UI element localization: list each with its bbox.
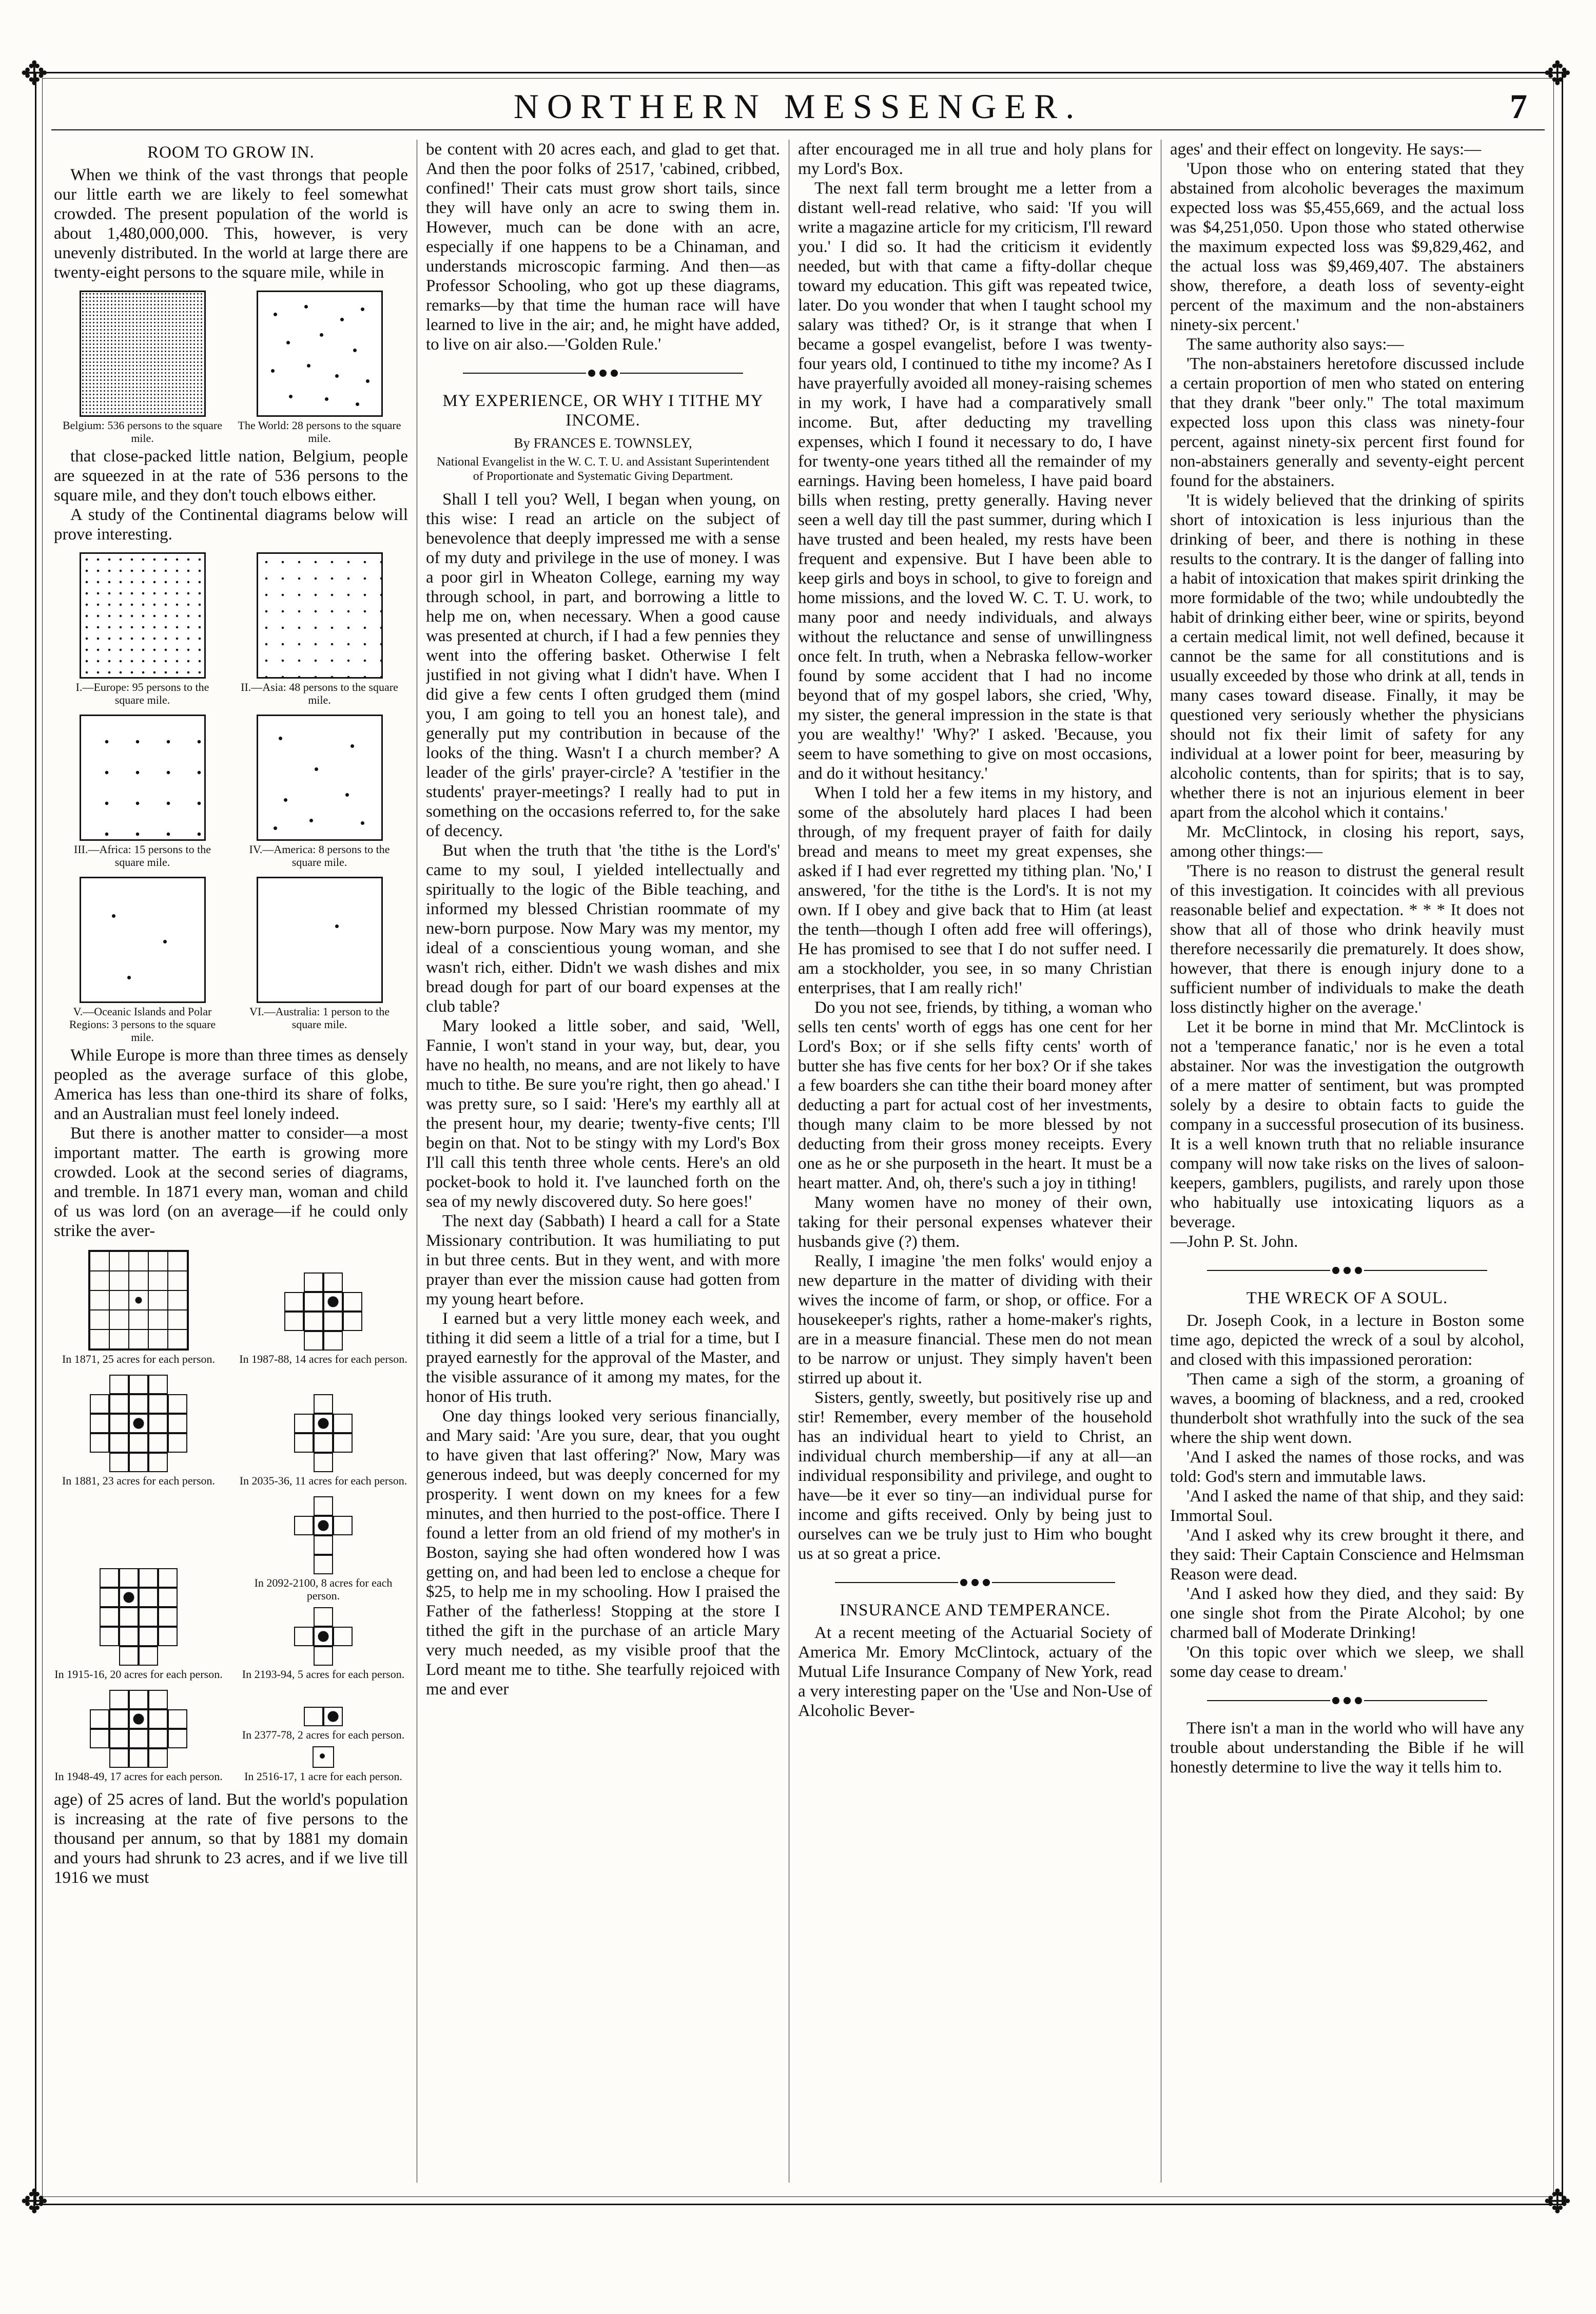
diagram-2035 bbox=[294, 1394, 353, 1472]
diagram-1915 bbox=[100, 1568, 178, 1666]
diagram-america bbox=[257, 715, 383, 841]
paragraph: Mr. McClintock, in closing his report, says, among other things:— bbox=[1170, 823, 1524, 861]
paragraph: When I told her a few items in my history, and some of the absolutely hard places I had been through, of my frequent prayer of faith for daily bread and means to meet my great expenses, she asked if I had ever regretted my tithing plan. 'No,' I answered, 'for the tithe is the Lord's. It is not my own. If I obey and give back that to Him (at least the tenth—though I often add free will offerings), He has promised to see that I do not suffer need. I am a stockholder, you see, in so many Christian enterprises, that I am really rich!' bbox=[798, 784, 1152, 997]
paragraph: 'And I asked how they died, and they said: By one single shot from the Pirate Alcohol; by one charmed ball of Moderate Drinking! bbox=[1170, 1585, 1524, 1642]
diagram-1881 bbox=[90, 1375, 187, 1472]
paragraph: 'And I asked the name of that ship, and they said: Immortal Soul. bbox=[1170, 1487, 1524, 1525]
paragraph: 'The non-abstainers heretofore discussed include a certain proportion of men who stated on entering that they drank "beer only." The total maximum expected loss upon this class was ninety-four percent, against ninety-six percent first found for non-abstainers generally and seventy-eight percent found for the abstainers. bbox=[1170, 355, 1524, 490]
paragraph: age) of 25 acres of land. But the world's population is increasing at the rate of five persons to the thousand per annum, so that by 1881 my domain and yours had shrunk to 23 acres, and if we live till 1916 we must bbox=[54, 1790, 408, 1887]
paragraph: Many women have no money of their own, taking for their personal expenses whatever their husbands give (?) them. bbox=[798, 1193, 1152, 1251]
caption: In 2035-36, 11 acres for each person. bbox=[239, 1474, 407, 1487]
masthead bbox=[51, 82, 1545, 130]
paragraph: One day things looked very serious financially, and Mary said: 'Are you sure, dear, that you ought to have given that last offering?' Now, Mary was generous indeed, but was deeply concerned for my prosperity. I went down on my knees for a few minutes, and then hurried to the post-office. There I found a letter from an old friend of my mother's in Boston, saying she had often wondered how I was getting on, and had been led to enclose a cheque for $25, to help me in my schooling. How I praised the Father of the fatherless! Stopping at the store I tithed the gift in the purchase of an article Mary very much needed, as my visible proof that the Lord meant me to tithe. She tearfully rejoiced with me and ever bbox=[426, 1407, 780, 1699]
diagram-1948 bbox=[90, 1690, 187, 1768]
acreage-diagrams-3 bbox=[54, 1496, 408, 1681]
section-divider bbox=[1170, 1695, 1524, 1705]
caption: In 2092-2100, 8 acres for each person. bbox=[254, 1576, 393, 1602]
paragraph: 'Then came a sigh of the storm, a groaning of waves, a booming of blackness, and a red, crooked thunderbolt shot wrathfully into the suck of the sea where the ship went down. bbox=[1170, 1370, 1524, 1447]
article-heading-tithe: MY EXPERIENCE, OR WHY I TITHE MY INCOME. bbox=[442, 392, 764, 430]
paragraph: be content with 20 acres each, and glad to get that. And then the poor folks of 2517, 'cabined, cribbed, confined!' Their cats must grow short tails, since they will have only an acre to swing them in. However, much can be done with an acre, especially if one happens to be a Chinaman, and understands microscopic farming. And then—as Professor Schooling, who got up these diagrams, remarks—by that time the human race will have learned to live in the air; and, he might have added, to live on air also.—'Golden Rule.' bbox=[426, 140, 780, 354]
acreage-diagrams-1 bbox=[54, 1250, 408, 1365]
paragraph: Shall I tell you? Well, I began when young, on this wise: I read an article on the subject of benevolence that deeply impressed me with a sense of my duty and privilege in the use of money. I was a poor girl in Wheaton College, earning my way through school, in part, and borrowing a little to help me on, when necessary. When a good cause was presented at church, if I had a few pennies they went into the offering basket. Otherwise I felt justified in not giving what I didn't have. When I did give a few cents I often grudged them (mind you, I am going to tell you an honest tale), and generally put my contribution in because of the looks of the thing. Wasn't I a church member? A leader of the girls' prayer-circle? A 'testifier in the students' prayer-meetings? I really had to put in something on the occasions referred to, for the sake of decency. bbox=[426, 490, 780, 840]
diagram-oceanic bbox=[80, 877, 206, 1003]
caption: In 2377-78, 2 acres for each person. bbox=[242, 1728, 405, 1741]
paragraph: Mary looked a little sober, and said, 'Well, Fannie, I won't stand in your way, but, dear, you have no health, no means, and are not likely to have much to tithe. Be sure you're right, then go ahead.' I was pretty sure, so I said: 'Here's my earthly all at the present hour, my dearie; twenty-five cents; I'll begin on that. Not to be stingy with my Lord's Box I'll call this tenth three whole cents. Here's an old pocket-book to hold it. I've launched forth on the sea of my newly discovered duty. So here goes!' bbox=[426, 1017, 780, 1211]
article-heading-wreck: THE WRECK OF A SOUL. bbox=[1246, 1289, 1448, 1307]
paragraph: 'And I asked the names of those rocks, and was told: God's stern and immutable laws. bbox=[1170, 1448, 1524, 1486]
diagram-2516 bbox=[313, 1746, 334, 1768]
corner-ornament-icon: ✥ bbox=[21, 55, 48, 93]
column-3 bbox=[798, 140, 1152, 2183]
paragraph: 'It is widely believed that the drinking of spirits short of intoxication is less injurious than the drinking of beer, and there is nothing in these results to the contrary. It is the danger of falling into a habit of intoxication that makes spirit drinking the more formidable of the two; while undoubtedly the habit of drinking either beer, wine or spirits, beyond a certain medical limit, not well defined, because it cannot be the same for all constitutions and is usually exceeded by those who drink at all, tends in many cases toward disease. Finally, it may be questioned very seriously whether the physicians should not fix their limit of safety for any individual at a lower point for beer, measuring by alcoholic contents, than for spirits; that is to say, whether there is not an injurious element in beer apart from the alcohol which it contains.' bbox=[1170, 491, 1524, 822]
diagram-europe bbox=[80, 552, 206, 679]
diagram-1871 bbox=[88, 1250, 189, 1351]
caption: In 2193-94, 5 acres for each person. bbox=[242, 1668, 405, 1681]
page-number: 7 bbox=[1510, 87, 1527, 126]
caption: In 1948-49, 17 acres for each person. bbox=[54, 1770, 223, 1783]
section-divider bbox=[426, 368, 780, 378]
diagram-2092 bbox=[294, 1496, 353, 1574]
corner-ornament-icon: ✥ bbox=[1544, 2183, 1571, 2221]
paragraph: While Europe is more than three times as densely peopled as the average surface of this globe, America has less than one-third its share of folks, and an Australian must feel lonely indeed. bbox=[54, 1046, 408, 1123]
diagram-1987 bbox=[284, 1272, 362, 1351]
density-diagrams-4 bbox=[54, 877, 408, 1044]
column-1 bbox=[54, 140, 408, 2183]
paragraph: The next fall term brought me a letter from a distant well-read relative, who said: 'If you will write a magazine article for my criticism, I'll reward you.' I did so. It had the criticism it evidently needed, but with that came a fifty-dollar cheque toward my education. This gift was repeated twice, later. Do you wonder that when I taught school my salary was tithed? Or, is it strange that when I became a gospel evangelist, before I was twenty-four years old, I continued to tithe my income? As I have prayerfully avoided all money-raising schemes in my work, I have had a comparatively small income. But, after deducting my travelling expenses, which I found it necessary to do, I have for twenty-one years tithed all the remainder of my earnings. Having been homeless, I have paid board bills when resting, pretty generally. Having never seen a well day till the past summer, during which I have trusted and been healed, my rests have been frequent and expensive. But I have been able to keep girls and boys in school, to give to foreign and home missions, and the loved W. C. T. U. work, to many poor and needy individuals, and always without the reluctance and sense of unwillingness once felt. In truth, when a Nebraska fellow-worker found by some accident that I had no income beyond that of my gospel labors, she cried, 'Why, my sister, the general impression in the state is that you are wealthy!' 'Why?' I asked. 'Because, you seem to have something to give on most occasions, and do it without hesitancy.' bbox=[798, 179, 1152, 783]
caption: In 1881, 23 acres for each person. bbox=[62, 1474, 216, 1487]
caption: II.—Asia: 48 persons to the square mile. bbox=[241, 681, 398, 706]
caption: III.—Africa: 15 persons to the square mile. bbox=[74, 843, 211, 869]
caption: In 2516-17, 1 acre for each person. bbox=[244, 1770, 402, 1783]
article-heading-room-to-grow: ROOM TO GROW IN. bbox=[147, 143, 315, 162]
paragraph: Dr. Joseph Cook, in a lecture in Boston some time ago, depicted the wreck of a soul by alcohol, and closed with this impassioned peroration: bbox=[1170, 1312, 1524, 1369]
signature: —John P. St. John. bbox=[1170, 1232, 1298, 1251]
paragraph: 'Upon those who on entering stated that they abstained from alcoholic beverages the maximum expected loss was $5,455,669, and the actual loss was $4,251,050. Upon those who stated otherwise the maximum expected loss was $9,829,462, and the actual loss was $9,469,407. The abstainers show, therefore, a death loss of seventy-eight percent of the maximum and the non-abstainers ninety-six percent.' bbox=[1170, 160, 1524, 334]
paragraph: But there is another matter to consider—a most important matter. The earth is growing more crowded. Look at the second series of diagrams, and tremble. In 1871 every man, woman and child of us was lord (on an average—if he could only strike the aver- bbox=[54, 1124, 408, 1240]
paragraph: I earned but a very little money each week, and tithing it did seem a little of a trial for a time, but I prayed earnestly for the approval of the Master, and the visible assurance of it among my mates, for the honor of His truth. bbox=[426, 1309, 780, 1406]
density-diagrams-1 bbox=[54, 291, 408, 445]
caption: IV.—America: 8 persons to the square mile. bbox=[249, 843, 390, 869]
caption: In 1871, 25 acres for each person. bbox=[62, 1353, 216, 1365]
paragraph: ages' and their effect on longevity. He says:— bbox=[1170, 140, 1482, 159]
acreage-diagrams-4 bbox=[54, 1690, 408, 1783]
paragraph: 'On this topic over which we sleep, we shall some day cease to dream.' bbox=[1170, 1643, 1524, 1681]
density-diagrams-2 bbox=[54, 552, 408, 706]
paragraph: When we think of the vast throngs that people our little earth we are likely to feel somewhat crowded. The present population of the world is about 1,480,000,000. This, however, is very unevenly distributed. In the world at large there are twenty-eight persons to the square mile, while in bbox=[54, 166, 408, 282]
caption: The World: 28 persons to the square mile. bbox=[238, 419, 401, 445]
caption: VI.—Australia: 1 person to the square mile. bbox=[249, 1005, 390, 1031]
caption: V.—Oceanic Islands and Polar Regions: 3 persons to the square mile. bbox=[69, 1005, 216, 1044]
column-4 bbox=[1170, 140, 1524, 2183]
paragraph: that close-packed little nation, Belgium, people are squeezed in at the rate of 536 persons to the square mile, and they don't touch elbows either. bbox=[54, 447, 408, 505]
paragraph: The next day (Sabbath) I heard a call for a State Missionary contribution. It was humiliating to put in but three cents. But in they went, and with more prayer than ever the mission cause had gotten from my young heart before. bbox=[426, 1212, 780, 1308]
column-2 bbox=[426, 140, 780, 2183]
diagram-world bbox=[257, 291, 383, 417]
paragraph: Do you not see, friends, by tithing, a woman who sells ten cents' worth of eggs has one cent for her Lord's Box; or if she sells fifty cents' worth of butter she has five cents for her box? Or if she takes a few boarders she can tithe their board money after deducting a part for actual cost of her investments, though many claim to be more blessed by not deducting from their gross money receipts. Every one as he or she purposeth in the heart. It must be a heart matter. And, oh, there's such a joy in tithing! bbox=[798, 998, 1152, 1192]
paragraph: The same authority also says:— bbox=[1186, 335, 1404, 354]
paragraph: There isn't a man in the world who will have any trouble about understanding the Bible if he will honestly determine to live the way it tells him to. bbox=[1170, 1719, 1524, 1777]
paragraph: A study of the Continental diagrams below will prove interesting. bbox=[54, 506, 408, 544]
article-heading-insurance: INSURANCE AND TEMPERANCE. bbox=[840, 1601, 1111, 1619]
diagram-australia bbox=[257, 877, 383, 1003]
diagram-belgium bbox=[80, 291, 206, 417]
author-credit: National Evangelist in the W. C. T. U. and Assistant Superintendent of Proportionate and Systematic Giving Department. bbox=[436, 455, 770, 483]
paragraph: Really, I imagine 'the men folks' would enjoy a new departure in the matter of dividing with their wives the income of farm, or shop, or office. For a housekeeper's rights, rather a home-maker's rights, are in a measure financial. These men do not mean to be narrow or unjust. They simply haven't been stirred up about it. bbox=[798, 1252, 1152, 1387]
caption: I.—Europe: 95 persons to the square mile. bbox=[75, 681, 209, 706]
corner-ornament-icon: ✥ bbox=[21, 2183, 48, 2221]
acreage-diagrams-2 bbox=[54, 1375, 408, 1487]
paragraph: after encouraged me in all true and holy plans for my Lord's Box. bbox=[798, 140, 1152, 178]
corner-ornament-icon: ✥ bbox=[1544, 55, 1571, 93]
caption: In 1915-16, 20 acres for each person. bbox=[54, 1668, 223, 1681]
byline: By FRANCES E. TOWNSLEY, bbox=[514, 435, 692, 451]
diagram-2377 bbox=[304, 1707, 343, 1726]
density-diagrams-3 bbox=[54, 715, 408, 869]
caption: Belgium: 536 persons to the square mile. bbox=[62, 419, 222, 445]
masthead-title: NORTHERN MESSENGER. bbox=[513, 87, 1083, 126]
paragraph: But when the truth that 'the tithe is the Lord's' came to my soul, I yielded intellectually and spiritually to the logic of the Bible teaching, and informed my blessed Christian roommate of my new-born purpose. Now Mary was my mentor, my ideal of a conscientious young woman, and she wasn't rich, either. Didn't we wash dishes and mix bread dough for part of our board expenses at the club table? bbox=[426, 841, 780, 1016]
diagram-africa bbox=[80, 715, 206, 841]
paragraph: Sisters, gently, sweetly, but positively rise up and stir! Remember, every member of the household has an individual heart to yield to Christ, an individual church membership—if any at all—an individual responsibility and privilege, and ought to have—be it ever so tiny—an individual purse for income and gifts received. Only by being just to ourselves can we be truly just to Him who bought us at so great a price. bbox=[798, 1389, 1152, 1563]
paragraph: Let it be borne in mind that Mr. McClintock is not a 'temperance fanatic,' nor is he even a total abstainer. Nor was the investigation the outgrowth of a mere matter of sentiment, but was prompted solely by a desire to obtain facts to guide the company in a successful prosecution of its business. It is a well known truth that no reliable insurance company will now take risks on the lives of saloon-keepers, gamblers, pugilists, and rarely upon those who habitually use intoxicating liquors as a beverage. bbox=[1170, 1018, 1524, 1231]
paragraph: At a recent meeting of the Actuarial Society of America Mr. Emory McClintock, actuary of the Mutual Life Insurance Company of New York, read a very interesting paper on the 'Use and Non-Use of Alcoholic Bever- bbox=[798, 1624, 1152, 1720]
diagram-asia bbox=[257, 552, 383, 679]
section-divider bbox=[798, 1577, 1152, 1587]
diagram-2193 bbox=[294, 1607, 353, 1666]
paragraph: 'There is no reason to distrust the general result of this investigation. It coincides with all previous reasonable belief and expectation. * * * It does not show that all of those who drink heavily must therefore necessarily die prematurely. It does show, however, that there is enough injury done to a sufficient number of individuals to make the death loss distinctly higher on the average.' bbox=[1170, 862, 1524, 1017]
paragraph: 'And I asked why its crew brought it there, and they said: Their Captain Conscience and Helmsman Reason were dead. bbox=[1170, 1526, 1524, 1584]
caption: In 1987-88, 14 acres for each person. bbox=[239, 1353, 407, 1365]
section-divider bbox=[1170, 1265, 1524, 1275]
